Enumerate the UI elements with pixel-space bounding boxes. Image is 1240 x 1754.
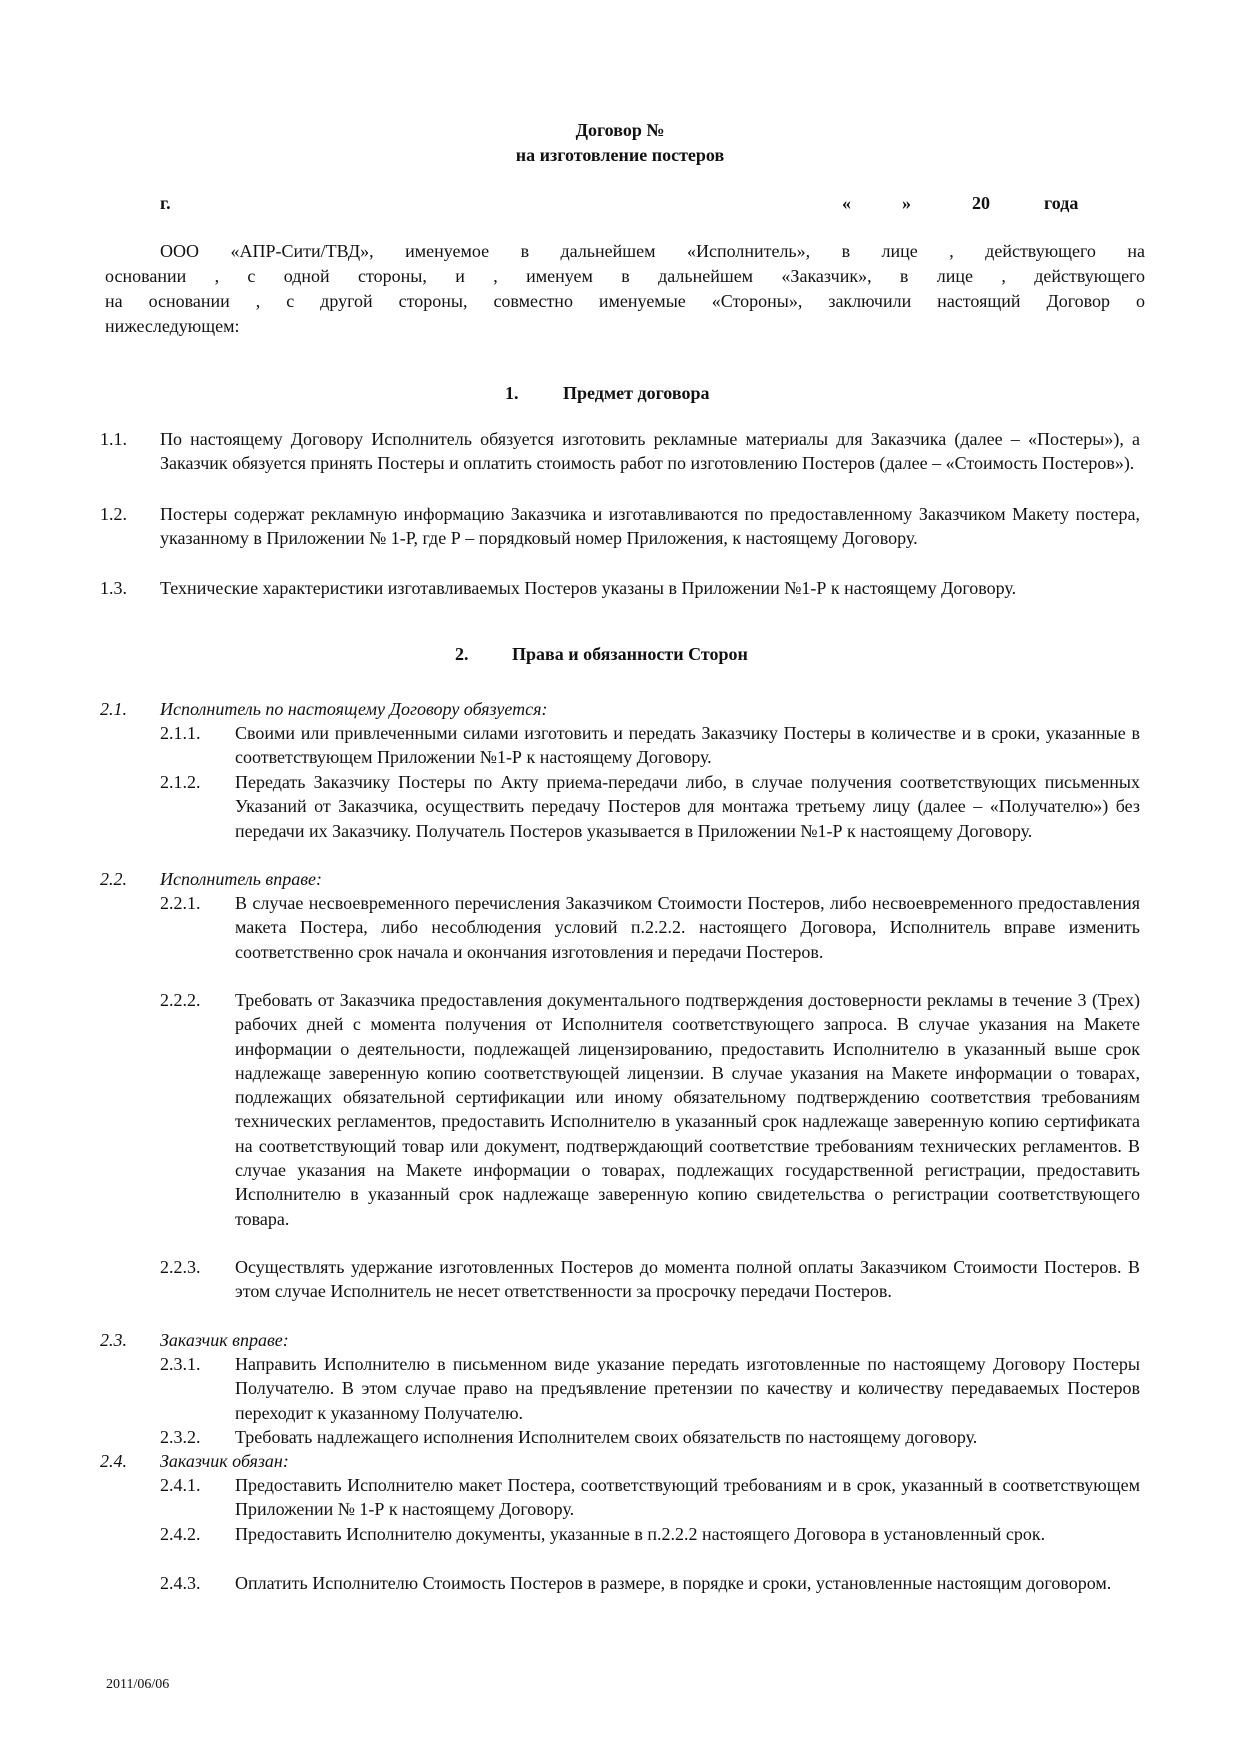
clause-text: По настоящему Договору Исполнитель обязуется изготовить рекламные материалы для Заказчика (далее – «Постеры»), а Заказчик обязуется принять Постеры и оплатить стоимость работ по изготовлению Постеров (далее – «Стоимость Постеров»). — [160, 429, 1140, 474]
date-quote-close: » — [902, 193, 911, 213]
section-title: Права и обязанности Сторон — [512, 644, 748, 664]
clause-number: 1.1. — [100, 429, 127, 449]
clause-text: Направить Исполнителю в письменном виде указание передать изготовленные по настоящему Договору Постеры Получателю. В этом случае право на предъявление претензии по качеству и количеству передаваемых Постеров переходит к указанному Получателю. — [235, 1354, 1140, 1423]
clause-number: 2.2.2. — [160, 990, 201, 1010]
document-title: Договор № — [575, 120, 665, 140]
intro-line: нижеследующем: — [105, 316, 240, 336]
subsection-title: Исполнитель вправе: — [160, 869, 323, 889]
subsection-title: Заказчик вправе: — [160, 1330, 289, 1350]
clause-number: 2.2.3. — [160, 1257, 201, 1277]
clause-text: Предоставить Исполнителю документы, указанные в п.2.2.2 настоящего Договора в установленный срок. — [235, 1524, 1046, 1544]
date-year: 20 — [972, 193, 990, 213]
clause-text: Передать Заказчику Постеры по Акту приема-передачи либо, в случае получения соответствующих письменных Указаний от Заказчика, осуществить передачу Постеров для монтажа третьему лицу (далее – «Получателю») без передачи их Заказчику. Получатель Постеров указывается в Приложении №1-Р к настоящему Договору. — [235, 772, 1140, 841]
clause-text: Требовать надлежащего исполнения Исполнителем своих обязательств по настоящему договору. — [235, 1427, 978, 1447]
subsection-title: Исполнитель по настоящему Договору обязуется: — [160, 699, 548, 719]
intro-paragraph — [105, 239, 1145, 339]
clause-number: 1.3. — [100, 578, 127, 598]
clause-text: Своими или привлеченными силами изготовить и передать Заказчику Постеры в количестве и в сроки, указанные в соответствующем Приложении №1-Р к настоящему Договору. — [235, 723, 1140, 768]
document-subtitle: на изготовление постеров — [515, 145, 725, 165]
subsection-number: 2.2. — [100, 869, 127, 889]
intro-line: ООО «АПР-Сити/ТВД», именуемое в дальнейшем «Исполнитель», в лице , действующего на — [160, 241, 1145, 261]
clause-text: Осуществлять удержание изготовленных Постеров до момента полной оплаты Заказчиком Стоимости Постеров. В этом случае Исполнитель не несет ответственности за просрочку передачи Постеров. — [235, 1257, 1140, 1302]
clause-text: Постеры содержат рекламную информацию Заказчика и изготавливаются по предоставленному Заказчиком Макету постера, указанному в Приложении № 1-Р, где Р – порядковый номер Приложения, к настоящему Договору. — [160, 504, 1140, 549]
intro-line: на основании , с другой стороны, совместно именуемые «Стороны», заключили настоящий Договор о — [105, 291, 1145, 311]
footer-date: 2011/06/06 — [106, 1677, 170, 1692]
section-number: 2. — [455, 644, 469, 664]
clause-number: 2.4.3. — [160, 1573, 201, 1593]
city-label: г. — [160, 193, 171, 213]
intro-line: основании , с одной стороны, и , именуем в дальнейшем «Заказчик», в лице , действующего — [105, 266, 1145, 286]
clause-number: 2.1.1. — [160, 723, 201, 743]
clause-number: 2.1.2. — [160, 772, 201, 792]
subsection-title: Заказчик обязан: — [160, 1451, 289, 1471]
clause-number: 1.2. — [100, 504, 127, 524]
section-title: Предмет договора — [563, 383, 710, 403]
date-quote-open: « — [842, 193, 851, 213]
clause-number: 2.2.1. — [160, 893, 201, 913]
clause-text: Требовать от Заказчика предоставления документального подтверждения достоверности рекламы в течение 3 (Трех) рабочих дней с момента получения от Исполнителя соответствующего запроса. В случае указания на Макете информации о деятельности, подлежащей лицензированию, предоставить Исполнителю в указанный выше срок надлежаще заверенную копию соответствующей лицензии. В случае указания на Макете информации о товарах, подлежащих обязательной сертификации или иному обязательному подтверждению соответствия требованиям технических регламентов, предоставить Исполнителю в указанный срок надлежаще заверенную копию сертификата на соответствующий товар или документ, подтверждающий соответствие требованиям технических регламентов. В случае указания на Макете информации о товарах, подлежащих государственной регистрации, предоставить Исполнителю в указанный срок надлежаще заверенную копию свидетельства о регистрации соответствующего товара. — [235, 990, 1140, 1229]
clause-number: 2.4.1. — [160, 1475, 201, 1495]
clause-text: В случае несвоевременного перечисления Заказчиком Стоимости Постеров, либо несвоевременного предоставления макета Постера, либо несоблюдения условий п.2.2.2. настоящего Договора, Исполнитель вправе изменить соответственно срок начала и окончания изготовления и передачи Постеров. — [235, 893, 1140, 962]
clause-text: Предоставить Исполнителю макет Постера, соответствующий требованиям и в срок, указанный в соответствующем Приложении № 1-Р к настоящему Договору. — [235, 1475, 1140, 1520]
clause-number: 2.3.2. — [160, 1427, 201, 1447]
section-number: 1. — [505, 383, 519, 403]
clause-number: 2.4.2. — [160, 1524, 201, 1544]
clause-text: Оплатить Исполнителю Стоимость Постеров в размере, в порядке и сроки, установленные настоящим договором. — [235, 1573, 1112, 1593]
subsection-number: 2.3. — [100, 1330, 127, 1350]
subsection-number: 2.1. — [100, 699, 127, 719]
clause-text: Технические характеристики изготавливаемых Постеров указаны в Приложении №1-Р к настоящему Договору. — [160, 578, 1017, 598]
subsection-number: 2.4. — [100, 1451, 127, 1471]
date-year-word: года — [1044, 193, 1079, 213]
clause-number: 2.3.1. — [160, 1354, 201, 1374]
